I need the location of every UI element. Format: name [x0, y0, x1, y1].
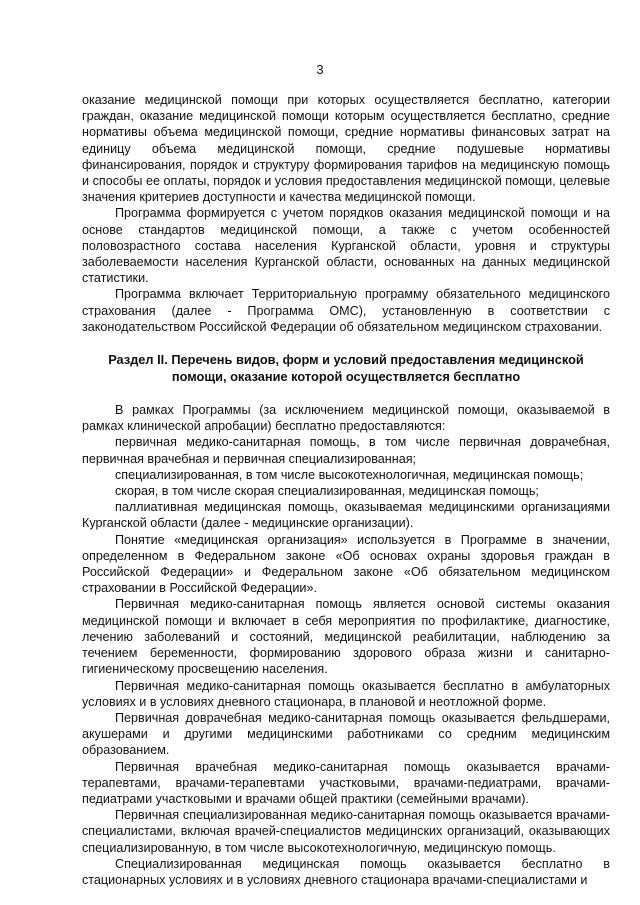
section-heading-line: помощи, оказание которой осуществляется бесплатно [171, 369, 521, 385]
list-item: скорая, в том числе скорая специализированная, медицинская помощь; [115, 484, 539, 499]
list-item: паллиативная медицинская помощь, оказываемая медицинскими организациями Курганской области (далее - медицинские организации). [82, 500, 610, 531]
document-body [82, 92, 610, 888]
paragraph-primary-care-conditions: Первичная медико-санитарная помощь оказывается бесплатно в амбулаторных условиях и в условиях дневного стационара, в плановой и неотложной форме. [82, 678, 610, 709]
section-heading [82, 351, 610, 385]
paragraph-physician-care: Первичная врачебная медико-санитарная помощь оказывается врачами-терапевтами, врачами-терапевтами участковыми, врачами-педиатрами, врачами-педиатрами участковыми и врачами общей практики (семейными врачами). [82, 759, 610, 806]
paragraph-program-formation: Программа формируется с учетом порядков оказания медицинской помощи и на основе стандартов медицинской помощи, а также с учетом особенностей половозрастного состава населения Курганской области, уровня и структуры заболеваемости населения Курганской области, основанных на данных медицинской статистики. [82, 206, 610, 286]
section-heading-line: Раздел II. Перечень видов, форм и условий предоставления медицинской [108, 352, 584, 368]
paragraph-specialized-care: Специализированная медицинская помощь оказывается бесплатно в стационарных условиях и в условиях дневного стационара врачами-специалистами и [82, 856, 610, 887]
paragraph-pre-physician-care: Первичная доврачебная медико-санитарная помощь оказывается фельдшерами, акушерами и другими медицинскими работниками со средним медицинским образованием. [82, 710, 610, 758]
paragraph-primary-care: Первичная медико-санитарная помощь является основой системы оказания медицинской помощи и включает в себя мероприятия по профилактике, диагностике, лечению заболеваний и состояний, медицинской реабилитации, наблюдению за течением беременности, формированию здорового образа жизни и санитарно-гигиеническому просвещению населения. [82, 597, 610, 677]
list-item: первичная медико-санитарная помощь, в том числе первичная доврачебная, первичная врачебная и первичная специализированная; [82, 435, 610, 466]
paragraph-program-oms: Программа включает Территориальную программу обязательного медицинского страхования (далее - Программа ОМС), установленную в соответствии с законодательством Российской Федерации об обязательном медицинском страховании. [82, 287, 610, 334]
list-item: специализированная, в том числе высокотехнологичная, медицинская помощь; [115, 467, 584, 482]
paragraph-continuation: оказание медицинской помощи при которых осуществляется бесплатно, категории граждан, оказание медицинской помощи которым осуществляется бесплатно, средние нормативы объема медицинской помощи, средние нормативы финансовых затрат на единицу объема медицинской помощи, средние подушевые нормативы финансирования, порядок и структуру формирования тарифов на медицинскую помощь и способы ее оплаты, порядок и условия предоставления медицинской помощи, целевые значения критериев доступности и качества медицинской помощи. [82, 93, 610, 205]
paragraph-free-services: В рамках Программы (за исключением медицинской помощи, оказываемой в рамках клинической апробации) бесплатно предоставляются: [82, 403, 610, 434]
page-number: 3 [316, 62, 324, 77]
paragraph-medical-organization: Понятие «медицинская организация» используется в Программе в значении, определенном в Федеральном законе «Об основах охраны здоровья граждан в Российской Федерации» и Федеральном законе «Об обязательном медицинском страховании в Российской Федерации». [82, 532, 610, 596]
paragraph-specialized-primary-care: Первичная специализированная медико-санитарная помощь оказывается врачами-специалистами, включая врачей-специалистов медицинских организаций, оказывающих специализированную, в том числе высокотехнологичную, медицинскую помощь. [82, 808, 610, 855]
